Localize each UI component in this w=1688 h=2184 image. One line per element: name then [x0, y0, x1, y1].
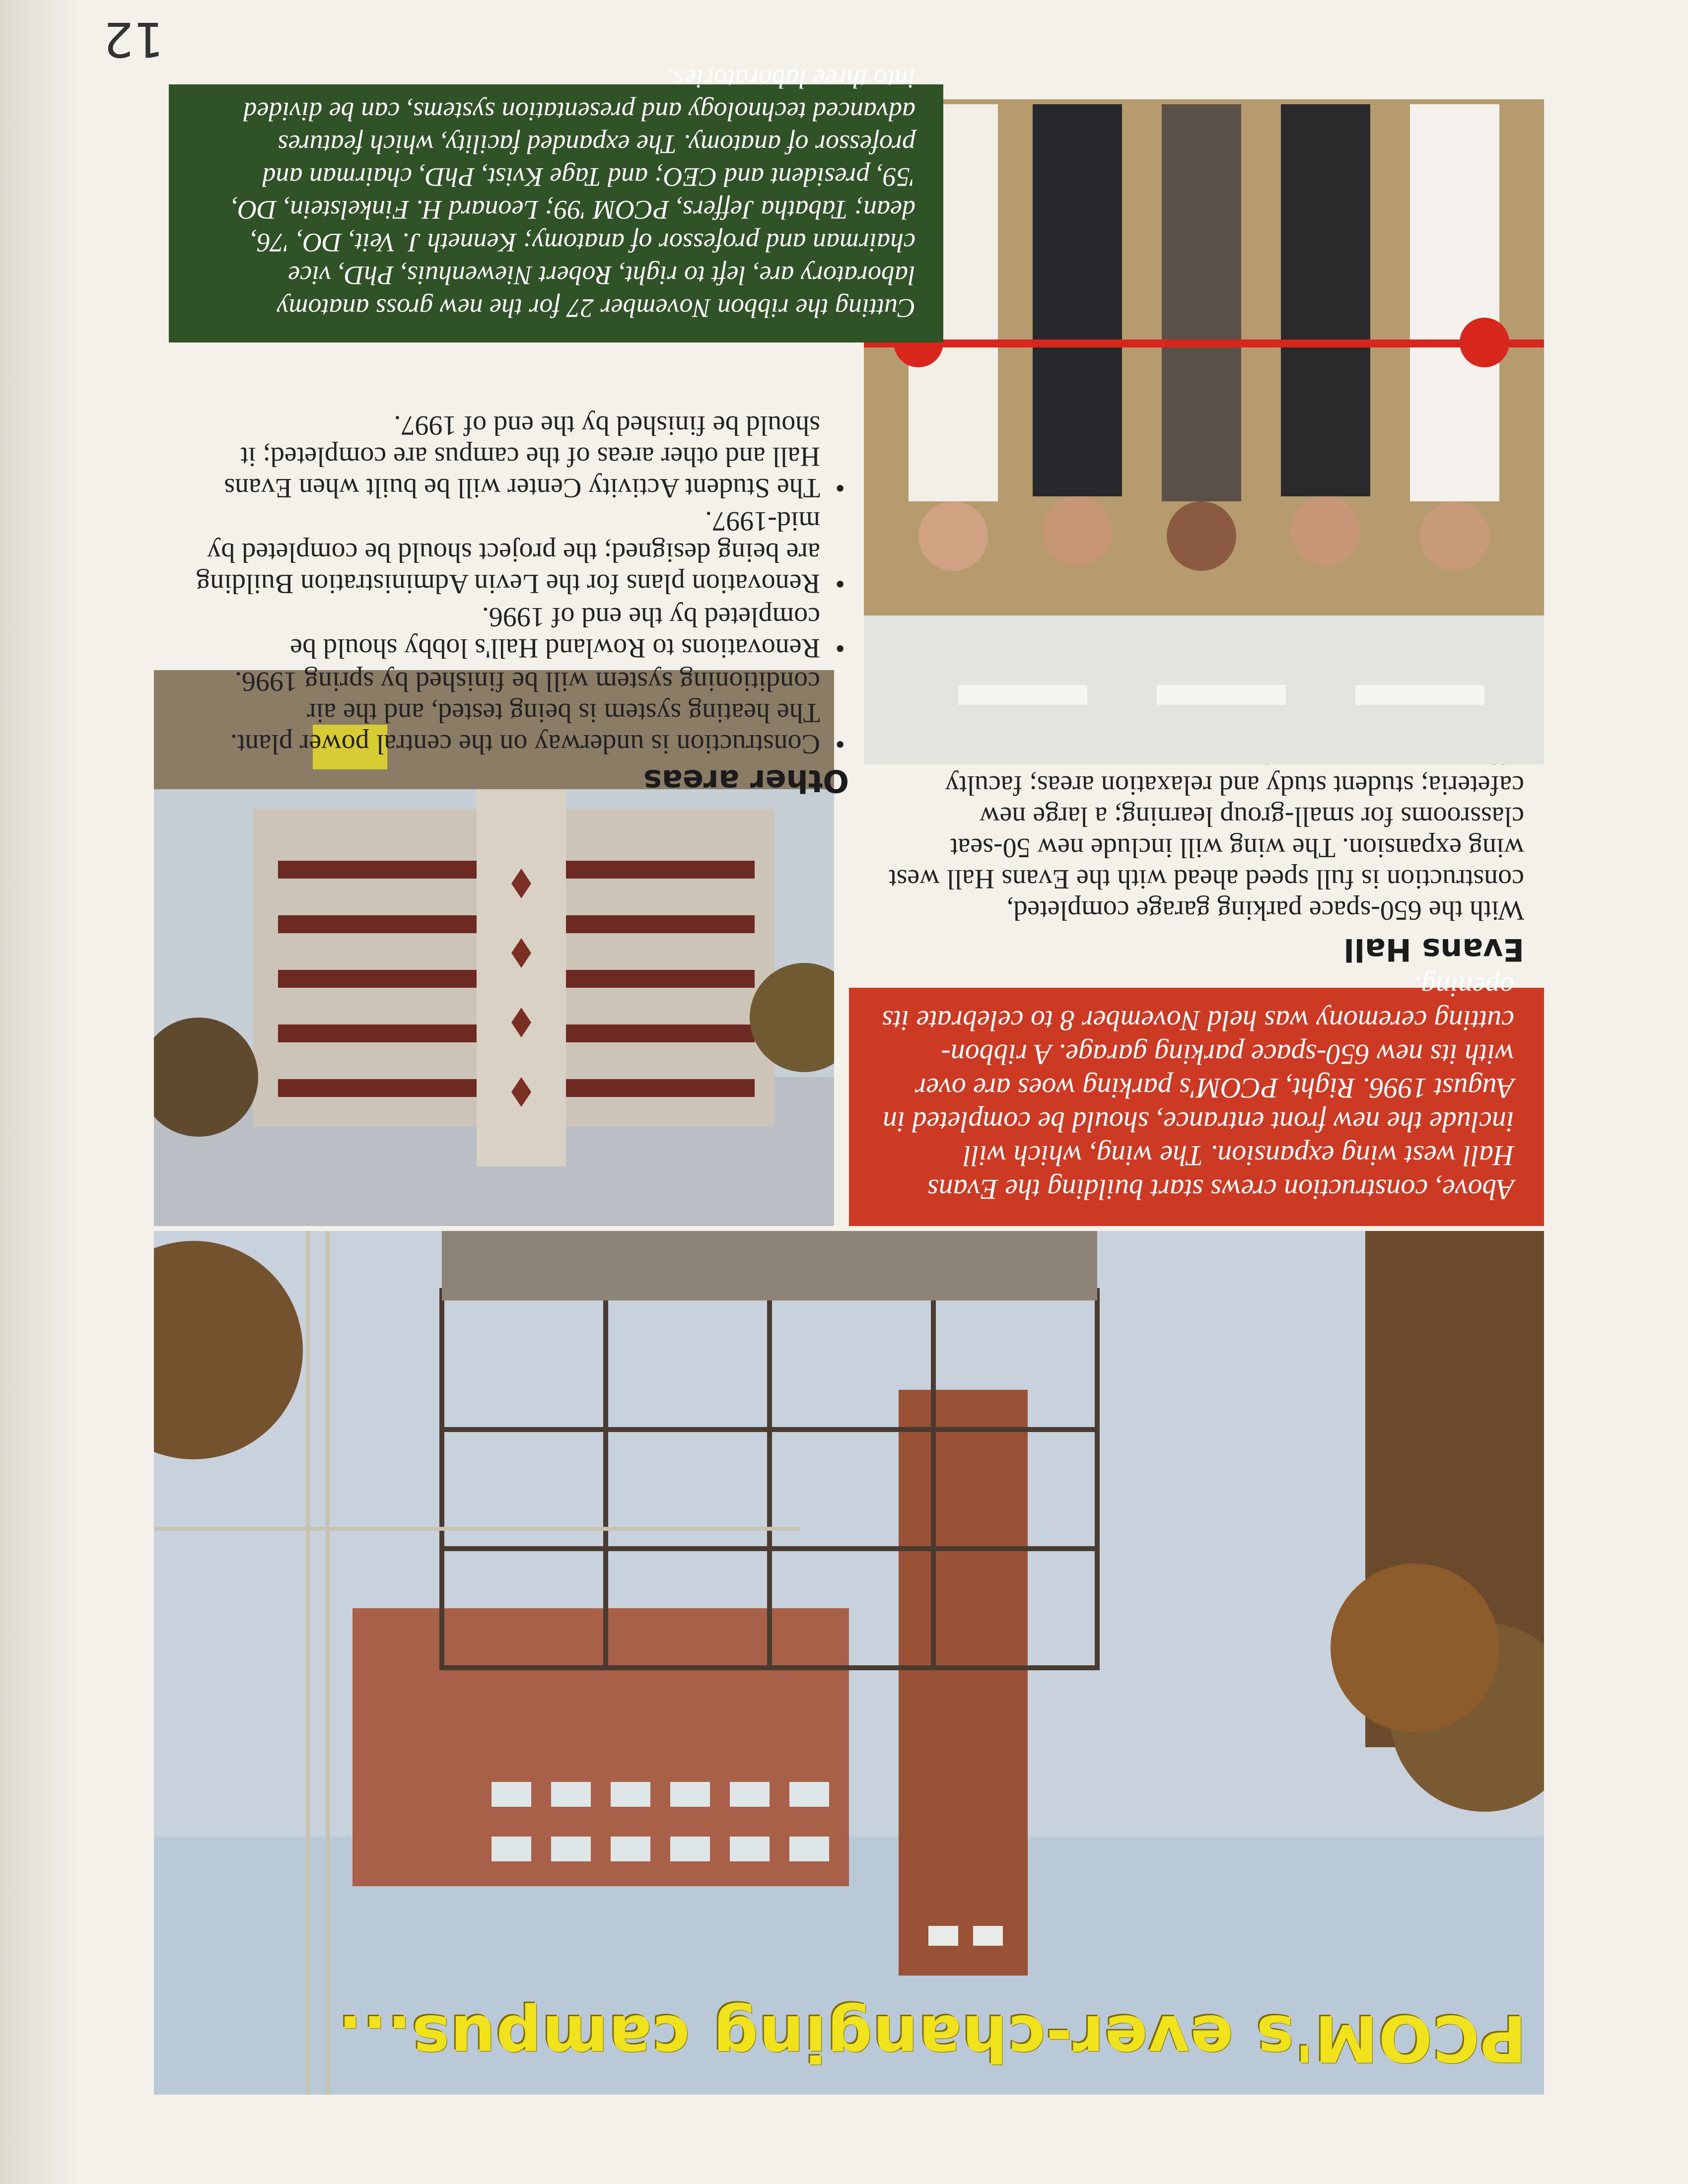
- list-item: • The Student Activity Center will be built when Evans Hall and other areas of the campus are completed; it should be finished by the end of 1997.: [189, 410, 849, 503]
- page-title: PCOM's ever-changing campus...: [338, 2001, 1527, 2075]
- evans-hall-heading: Evans Hall: [1343, 932, 1524, 968]
- other-areas-heading: Other areas: [643, 763, 849, 799]
- list-item: • Renovation plans for the Levin Administration Building are being designed; the project should be completed by mid-1997.: [189, 505, 849, 599]
- ribbon-cutting-caption: Cutting the ribbon November 27 for the new gross anatomy laboratory are, left to right, Robert Niewenhuis, PhD, vice chairman and professor of anatomy; Kenneth J. Veit, DO, '76, dean; Tabatha Jeffers, PCOM '99; Leonard H. Finkelstein, DO, '59, president and CEO; and Tage Kvist, PhD, chairman and professor of anatomy. The expanded facility, which features advanced technology and presentation systems, can be divided into three laboratories.: [169, 84, 943, 342]
- page-number: 12: [103, 11, 164, 67]
- construction-caption: Above, construction crews start building the Evans Hall west wing expansion. The wing, which will include the new front entrance, should be completed in August 1996. Right, PCOM's parking woes are over with its new 650-space parking garage. A ribbon-cutting ceremony was held November 8 to celebrate its opening.: [849, 988, 1544, 1226]
- ribbon-cutting-photo: [864, 99, 1544, 764]
- evans-hall-body: With the 650-space parking garage completed, construction is full speed ahead with the Evans Hall west wing expansion. The wing will include new 50-seat classrooms for small-group learning; a large new cafeteria; student study and relaxation areas; faculty: [889, 770, 1524, 926]
- list-item: • Renovations to Rowland Hall's lobby should be completed by the end of 1996.: [189, 601, 849, 664]
- list-item: • Construction is underway on the central power plant. The heating system is being tested, and the air conditioning system will be finished by spring 1996.: [189, 666, 849, 759]
- scan-shading: [0, 0, 79, 2184]
- construction-photo: [154, 1231, 1544, 2095]
- other-areas-list: [189, 408, 849, 759]
